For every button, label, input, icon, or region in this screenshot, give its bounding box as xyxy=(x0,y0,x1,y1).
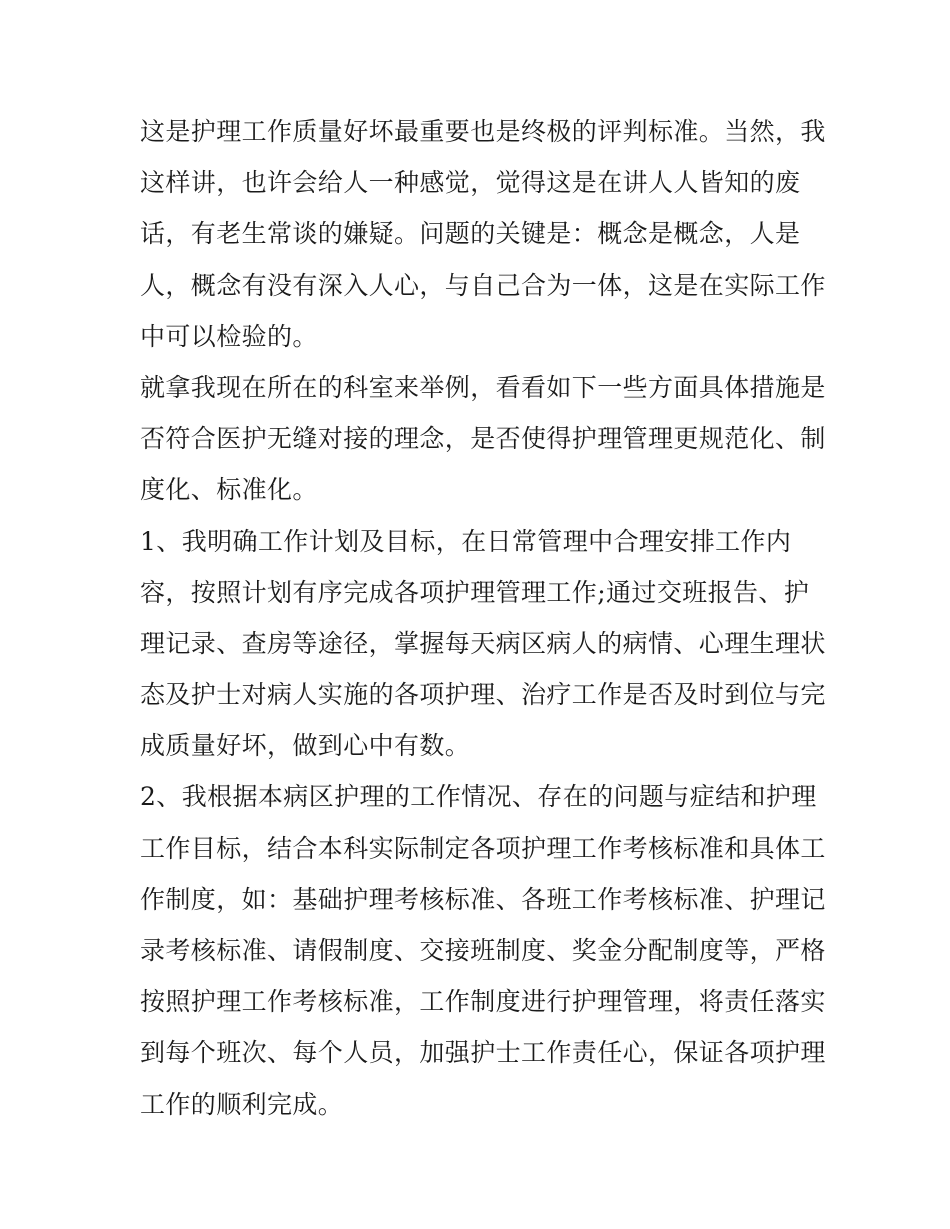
paragraph-3 xyxy=(140,516,830,772)
text-line: 就拿我现在所在的科室来举例，看看如下一些方面具体措施是 xyxy=(140,372,826,402)
text-line: 态及护士对病人实施的各项护理、治疗工作是否及时到位与完 xyxy=(140,680,826,710)
text-line: 录考核标准、请假制度、交接班制度、奖金分配制度等，严格 xyxy=(140,936,826,965)
document-body xyxy=(140,106,830,1130)
text-line: 按照护理工作考核标准，工作制度进行护理管理，将责任落实 xyxy=(140,987,826,1017)
text-line: 话，有老生常谈的嫌疑。问题的关键是：概念是概念，人是 xyxy=(140,219,801,249)
text-line: 到每个班次、每个人员，加强护士工作责任心，保证各项护理 xyxy=(140,1038,826,1068)
paragraph-1 xyxy=(140,106,830,362)
text-line: 人，概念有没有深入人心，与自己合为一体，这是在实际工作 xyxy=(140,270,826,300)
text-line: 度化、标准化。 xyxy=(140,475,318,505)
text-line: 中可以检验的。 xyxy=(140,321,318,351)
text-line: 作制度，如：基础护理考核标准、各班工作考核标准、护理记 xyxy=(140,884,826,914)
text-line: 容，按照计划有序完成各项护理管理工作;通过交班报告、护 xyxy=(140,577,810,607)
paragraph-2 xyxy=(140,362,830,516)
text-line: 成质量好坏，做到心中有数。 xyxy=(140,731,471,761)
text-line: 理记录、查房等途径，掌握每天病区病人的病情、心理生理状 xyxy=(140,628,826,658)
text-line: 1、我明确工作计划及目标，在日常管理中合理安排工作内 xyxy=(140,526,792,556)
text-line: 否符合医护无缝对接的理念，是否使得护理管理更规范化、制 xyxy=(140,424,826,454)
text-line: 工作的顺利完成。 xyxy=(140,1089,344,1119)
paragraph-4 xyxy=(140,771,830,1129)
text-line: 2、我根据本病区护理的工作情况、存在的问题与症结和护理 xyxy=(140,782,817,812)
text-line: 工作目标，结合本科实际制定各项护理工作考核标准和具体工 xyxy=(140,833,826,863)
text-line: 这样讲，也许会给人一种感觉，觉得这是在讲人人皆知的废 xyxy=(140,168,801,198)
text-line: 这是护理工作质量好坏最重要也是终极的评判标准。当然，我 xyxy=(140,117,826,146)
